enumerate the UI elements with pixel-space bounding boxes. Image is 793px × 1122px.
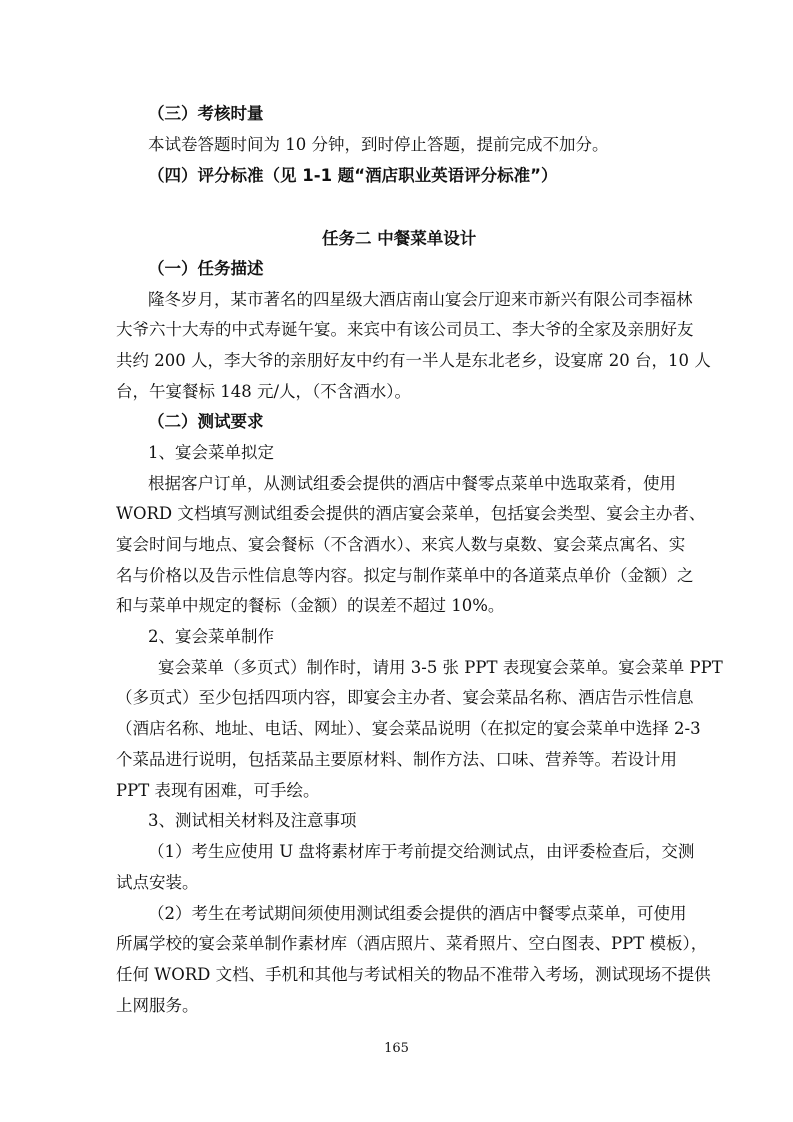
- paragraph-line: （1）考生应使用 U 盘将素材库于考前提交给测试点，由评委检查后，交测: [148, 842, 695, 861]
- paragraph-line: PPT 表现有困难，可手绘。: [116, 781, 320, 800]
- section-heading-exam-time: （三）考核时量: [148, 104, 264, 123]
- paragraph-line: 个菜品进行说明，包括菜品主要原材料、制作方法、口味、营养等。若设计用: [116, 750, 677, 769]
- page-number: 165: [384, 1041, 409, 1056]
- paragraph-line: 和与菜单中规定的餐标（金额）的误差不超过 10%。: [116, 596, 505, 615]
- paragraph-line: 大爷六十大寿的中式寿诞午宴。来宾中有该公司员工、李大爷的全家及亲朋好友: [116, 320, 694, 339]
- paragraph-line: 台，午宴餐标 148 元/人，（不含酒水）。: [116, 382, 412, 401]
- paragraph-line: 宴会菜单（多页式）制作时，请用 3-5 张 PPT 表现宴会菜单。宴会菜单 PPT: [158, 658, 723, 677]
- paragraph-line: WORD 文档填写测试组委会提供的酒店宴会菜单，包括宴会类型、宴会主办者、: [116, 504, 706, 523]
- task-title: 任务二 中餐菜单设计: [322, 229, 477, 248]
- exam-time-text: 本试卷答题时间为 10 分钟，到时停止答题，提前完成不加分。: [148, 135, 609, 154]
- paragraph-line: 上网服务。: [116, 996, 199, 1015]
- paragraph-line: （2）考生在考试期间须使用测试组委会提供的酒店中餐零点菜单，可使用: [148, 904, 687, 923]
- paragraph-line: 共约 200 人，李大爷的亲朋好友中约有一半人是东北老乡，设宴席 20 台，10 人: [116, 351, 711, 370]
- paragraph-line: 隆冬岁月，某市著名的四星级大酒店南山宴会厅迎来市新兴有限公司李福林: [148, 290, 693, 309]
- paragraph-line: （酒店名称、地址、电话、网址）、宴会菜品说明（在拟定的宴会菜单中选择 2-3: [116, 719, 701, 738]
- paragraph-line: 宴会时间与地点、宴会餐标（不含酒水）、来宾人数与桌数、宴会菜点寓名、实: [116, 535, 686, 554]
- paragraph-line: 试点安装。: [116, 873, 199, 892]
- item-title: 2、宴会菜单制作: [148, 627, 274, 646]
- paragraph-line: 根据客户订单，从测试组委会提供的酒店中餐零点菜单中选取菜肴，使用: [148, 474, 676, 493]
- paragraph-line: 名与价格以及告示性信息等内容。拟定与制作菜单中的各道菜点单价（金额）之: [116, 566, 694, 585]
- paragraph-line: 任何 WORD 文档、手机和其他与考试相关的物品不准带入考场，测试现场不提供: [116, 965, 711, 984]
- item-title: 1、宴会菜单拟定: [148, 443, 274, 462]
- section-heading-task-description: （一）任务描述: [148, 259, 264, 278]
- section-heading-test-requirements: （二）测试要求: [148, 412, 264, 431]
- paragraph-line: （多页式）至少包括四项内容，即宴会主办者、宴会菜品名称、酒店告示性信息: [116, 688, 694, 707]
- item-title: 3、测试相关材料及注意事项: [148, 811, 357, 830]
- paragraph-line: 所属学校的宴会菜单制作素材库（酒店照片、菜肴照片、空白图表、PPT 模板），: [116, 934, 708, 953]
- section-heading-scoring: （四）评分标准（见 1-1 题“酒店职业英语评分标准”）: [148, 166, 558, 185]
